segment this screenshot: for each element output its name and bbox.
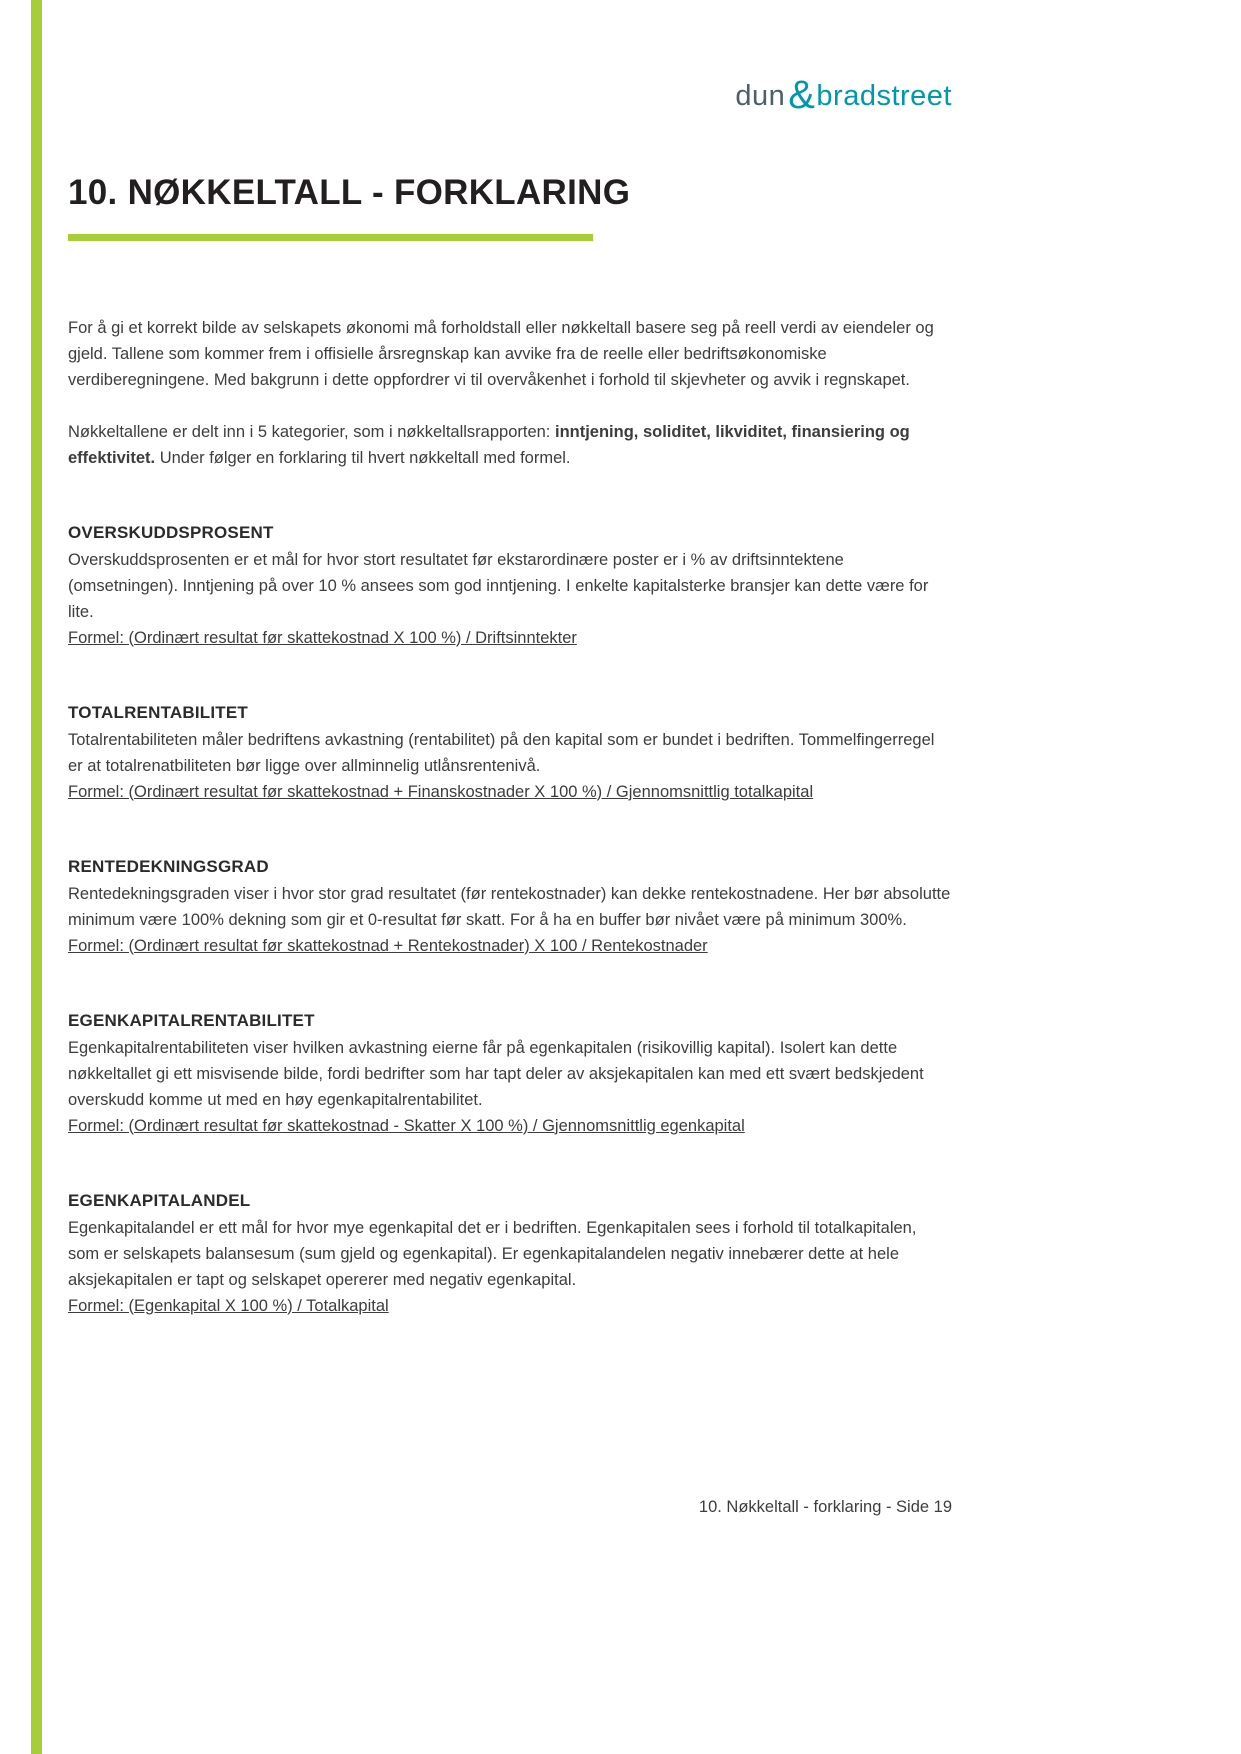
section-totalrentabilitet: [68, 703, 952, 805]
title-underline-rule: [68, 234, 593, 241]
logo-ampersand-icon: &: [788, 73, 816, 117]
page-title: 10. NØKKELTALL - FORKLARING: [68, 173, 631, 212]
section-body: Egenkapitalandel er ett mål for hvor mye egenkapital det er i bedriften. Egenkapitalen sees i forhold til totalkapitalen, som er selskapets balansesum (sum gjeld og egenkapital). Er egenkapitalandelen negativ innebærer dette at hele aksjekapitalen er tapt og selskapet opererer med negativ egenkapital.: [68, 1218, 917, 1289]
logo-bradstreet-text: bradstreet: [816, 80, 952, 112]
section-title: EGENKAPITALRENTABILITET: [68, 1010, 315, 1030]
logo-dun-text: dun: [735, 80, 786, 112]
logo-row: [68, 72, 952, 117]
intro-paragraph-1: For å gi et korrekt bilde av selskapets økonomi må forholdstall eller nøkkeltall basere seg på reell verdi av eiendeler og gjeld. Tallene som kommer frem i offisielle årsregnskap kan avvike fra de reelle eller bedriftsøkonomiske verdiberegningene. Med bakgrunn i dette oppfordrer vi til overvåkenhet i forhold til skjevheter og avvik i regnskapet.: [68, 318, 934, 389]
dun-bradstreet-logo: [735, 72, 952, 117]
left-accent-stripe: [31, 0, 42, 1754]
section-formula: Formel: (Ordinært resultat før skattekostnad + Finanskostnader X 100 %) / Gjennomsnittlig totalkapital: [68, 782, 814, 801]
section-formula: Formel: (Ordinært resultat før skattekostnad + Rentekostnader) X 100 / Rentekostnader: [68, 936, 708, 955]
intro-paragraph-2: [68, 419, 952, 471]
intro-paragraph-2-post: Under følger en forklaring til hvert nøkkeltall med formel.: [155, 448, 571, 467]
intro-paragraph-2-bold: inntjening, soliditet, likviditet, finansiering og effektivitet.: [68, 422, 910, 467]
section-formula: Formel: (Ordinært resultat før skattekostnad X 100 %) / Driftsinntekter: [68, 628, 577, 647]
section-egenkapitalrentabilitet: [68, 1011, 952, 1139]
section-body: Egenkapitalrentabiliteten viser hvilken avkastning eierne får på egenkapitalen (risikovillig kapital). Isolert kan dette nøkkeltallet gi ett misvisende bilde, fordi bedrifter som har tapt deler av aksjekapitalen kan med ett svært bedskjedent overskudd komme ut med en høy egenkapitalrentabilitet.: [68, 1038, 924, 1109]
section-body: Totalrentabiliteten måler bedriftens avkastning (rentabilitet) på den kapital som er bundet i bedriften. Tommelfingerregel er at totalrenatbiliteten bør ligge over allminnelig utlånsrentenivå.: [68, 730, 935, 775]
section-rentedekningsgrad: [68, 857, 952, 959]
section-formula: Formel: (Ordinært resultat før skattekostnad - Skatter X 100 %) / Gjennomsnittlig egenkapital: [68, 1116, 745, 1135]
section-title: EGENKAPITALANDEL: [68, 1190, 251, 1210]
section-overskuddsprosent: [68, 523, 952, 651]
intro-paragraph-2-pre: Nøkkeltallene er delt inn i 5 kategorier, som i nøkkeltallsrapporten:: [68, 422, 555, 441]
page-footer: 10. Nøkkeltall - forklaring - Side 19: [698, 1498, 952, 1516]
section-title: RENTEDEKNINGSGRAD: [68, 856, 269, 876]
section-body: Rentedekningsgraden viser i hvor stor grad resultatet (før rentekostnader) kan dekke rentekostnadene. Her bør absolutte minimum være 100% dekning som gir et 0-resultat før skatt. For å ha en buffer bør nivået være på minimum 300%.: [68, 884, 951, 929]
section-egenkapitalandel: [68, 1191, 952, 1319]
section-title: TOTALRENTABILITET: [68, 702, 248, 722]
section-title: OVERSKUDDSPROSENT: [68, 522, 274, 542]
page-content: [68, 0, 952, 1319]
section-formula: Formel: (Egenkapital X 100 %) / Totalkapital: [68, 1296, 389, 1315]
section-body: Overskuddsprosenten er et mål for hvor stort resultatet før ekstarordinære poster er i % av driftsinntektene (omsetningen). Inntjening på over 10 % ansees som god inntjening. I enkelte kapitalsterke bransjer kan dette være for lite.: [68, 550, 929, 621]
